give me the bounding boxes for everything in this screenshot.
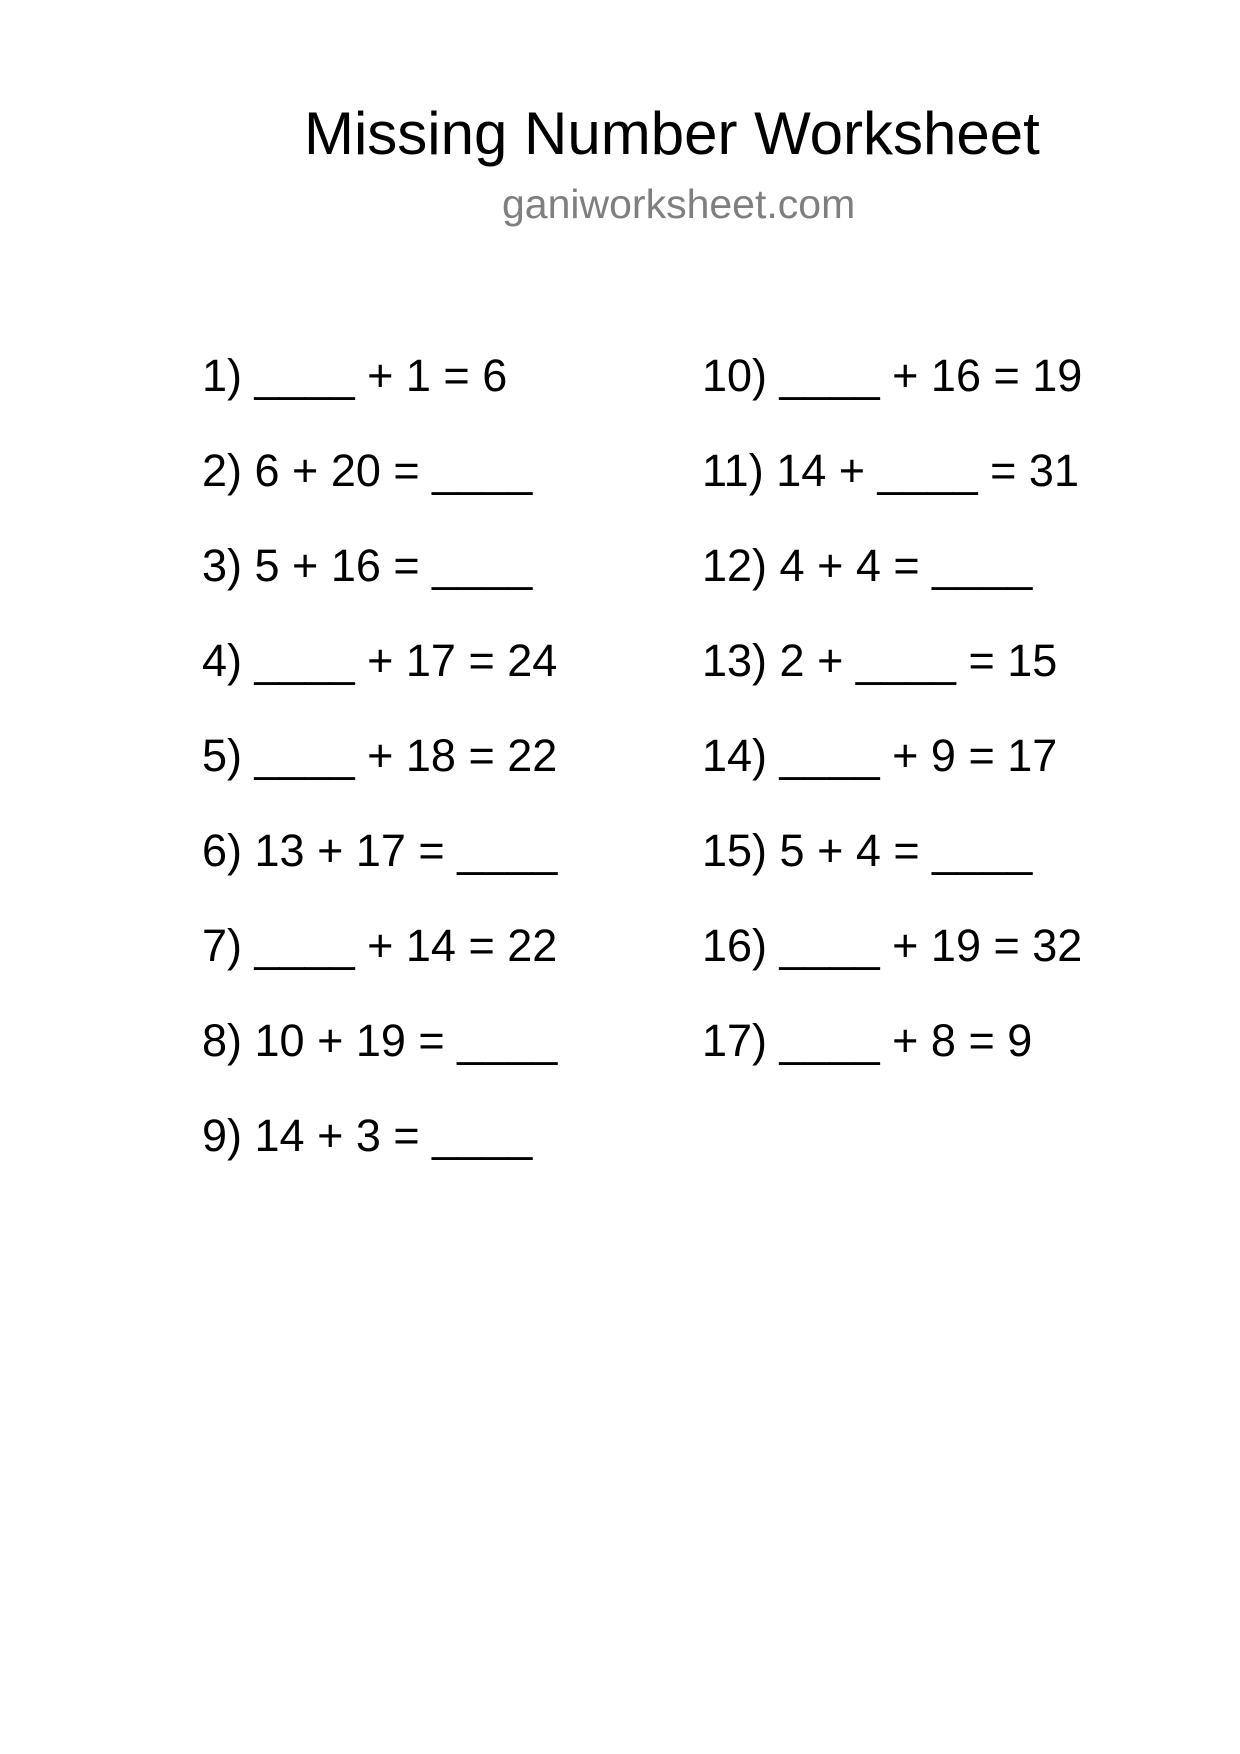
problem-14: 14) ____ + 9 = 17 [702, 730, 1058, 781]
problem-11: 11) 14 + ____ = 31 [702, 445, 1079, 496]
problem-15: 15) 5 + 4 = ____ [702, 825, 1033, 876]
worksheet-title: Missing Number Worksheet [304, 100, 1040, 167]
problem-13: 13) 2 + ____ = 15 [702, 635, 1058, 686]
problem-16: 16) ____ + 19 = 32 [702, 920, 1083, 971]
problem-2: 2) 6 + 20 = ____ [202, 445, 533, 496]
problem-17: 17) ____ + 8 = 9 [702, 1015, 1033, 1066]
problem-12: 12) 4 + 4 = ____ [702, 540, 1033, 591]
website-subtitle: ganiworksheet.com [502, 181, 856, 227]
problem-10: 10) ____ + 16 = 19 [702, 350, 1083, 401]
problem-6: 6) 13 + 17 = ____ [202, 825, 558, 876]
problem-1: 1) ____ + 1 = 6 [202, 350, 508, 401]
problem-8: 8) 10 + 19 = ____ [202, 1015, 558, 1066]
problem-4: 4) ____ + 17 = 24 [202, 635, 558, 686]
problem-7: 7) ____ + 14 = 22 [202, 920, 558, 971]
problem-3: 3) 5 + 16 = ____ [202, 540, 533, 591]
problem-5: 5) ____ + 18 = 22 [202, 730, 558, 781]
problem-9: 9) 14 + 3 = ____ [202, 1110, 533, 1161]
